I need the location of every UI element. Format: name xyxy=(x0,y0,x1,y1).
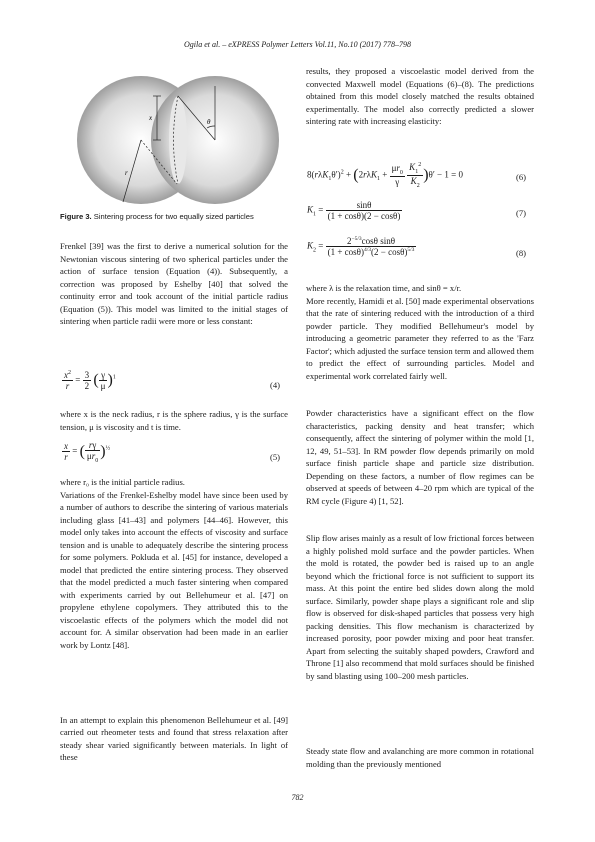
running-header: Ogila et al. – eXPRESS Polymer Letters Vol.11, No.10 (2017) 778–798 xyxy=(184,40,411,49)
equation-8: $K_2$ = $\frac{2^{-5/3}\cos\theta \sin\theta}{(1 + \cos\theta)^{4/3}(2 - \cos\theta)^{5/3}}$ xyxy=(307,236,415,257)
equation-4-number: (4) xyxy=(270,380,281,390)
particle-pair xyxy=(77,76,279,204)
figure-caption xyxy=(60,212,300,221)
equation-7: $K_1$ = $\frac{\sin\theta}{(1 + \cos\theta)(2 - \cos\theta)}$ xyxy=(307,200,401,221)
right-para-2: where λ is the relaxation time, and sinθ = x/r. xyxy=(306,283,462,293)
left-para-5: In an attempt to explain this phenomenon Bellehumeur et al. [49] carried out rheometer tests and found that stress relaxation after steady shear varied significantly between materials. In light of these xyxy=(60,714,288,762)
left-para-2: where x is the neck radius, r is the sphere radius, γ is the surface tension, μ is viscosity and t is time. xyxy=(60,409,288,432)
neck-x-label: x xyxy=(149,114,153,122)
page-number: 782 xyxy=(291,793,304,802)
figure-caption-text: Sintering process for two equally sized particles xyxy=(93,212,254,221)
equation-7-number: (7) xyxy=(516,208,527,218)
sintering-figure xyxy=(73,70,283,210)
right-para-5: Slip flow arises mainly as a result of low frictional forces between a highly polished mold surface and the powder particles. When the mold is rotated, the powder bed is raised up to an angle beyond which the frictional force is not sufficient to support its mass. At this point the entire bed slides down along the mold surface. Similarly, powder shape plays a significant role and slip flow is observed for disk-shaped particles that possess very high packing densities. This flow mechanism is characterized by increased porosity, poor powder mixing and poor heat transfer. Apart from selecting the suitably shaped powders, Crawford and Throne [1] also recommend that mold surfaces should be finished by sand blasting using 100–200 mesh particles. xyxy=(306,533,534,681)
equation-4: $\frac{x^2}{r}$ = $\frac{3}{2}$ ( $\frac{\gamma}{\mu}$ )$^1$ xyxy=(64,370,116,391)
equation-5: $\frac{x}{r}$ = ( $\frac{r\gamma}{\mu r_0}$ )$^{\frac{1}{2}}$ xyxy=(64,440,111,464)
right-para-4: Powder characteristics have a significant effect on the flow characteristics, packing density and heat transfer; which consequently, affect the sintering of polymer within the mold [1, 12, 49, 51–53]. In RM powder flow depends primarily on mold surface finish particle shape and particle size distribution. Depending on these factors, a number of flow regimes can be observed at speeds of between 4–20 rpm which are typical of the RM cycle (Figure 4) [1, 52]. xyxy=(306,408,534,506)
right-para-3: More recently, Hamidi et al. [50] made experimental observations that the rate of sintering reduced with the introduction of a third powder particle. They modified Bellehumeur's model by introducing a geometric parameter they referred to as the 'Farz Factor'; which adjusted the surface tension term and allowed them to predict the effect of surrounding particles. Model and experimental work correlated fairly well. xyxy=(306,295,534,381)
theta-label: θ xyxy=(207,118,211,126)
equation-5-number: (5) xyxy=(270,452,281,462)
equation-6-number: (6) xyxy=(516,172,527,182)
figure-label: Figure 3. xyxy=(60,212,92,221)
left-para-1: Frenkel [39] was the first to derive a numerical solution for the Newtonian viscous sintering of two spherical particles under the action of surface tension (Equation (4)). Subsequently, a correction was proposed by Eshelby [40] that solved the continuity error and took account of the initial particle radius (Equation (5)). This model was limited to the initial stages of sintering when particle radii were more or less constant: xyxy=(60,241,288,326)
equation-8-number: (8) xyxy=(516,248,527,258)
left-para-4: Variations of the Frenkel-Eshelby model have since been used by a number of authors to describe the sintering of various materials including glass [41–43] and polymers [44–46]. However, this model only takes into account the effects of viscosity and surface tension and is unable to adequately describe the sintering process for some polymers. Pokluda et al. [45] for instance, developed a model that predicted the entire sintering process. They observed that the model predicted a much faster sintering when compared with experiments carried by out Bellehumeur et al. [47] on propylene ethylene copolymers. They attributed this to the viscoelastic effects of the polymers which the model did not account for. A similar observation had been made in an earlier work by Lontz [48]. xyxy=(60,489,288,650)
radius-r-label: r xyxy=(125,169,128,177)
right-para-1: results, they proposed a viscoelastic model derived from the convected Maxwell model (Equations (6)–(8). The predictions obtained from this model closely matched the results obtained experimentally. The model also correctly predicted a slower sintering rate with increasing elasticity: xyxy=(306,66,534,126)
left-para-3: where r₀ is the initial particle radius. xyxy=(60,477,185,487)
right-para-6: Steady state flow and avalanching are more common in rotational molding than the previously mentioned xyxy=(306,746,534,769)
equation-6: $8(r\lambda K_1\theta')^2 + (2r\lambda K_1$ + $\frac{\mu r_0}{\gamma}$ $\frac{K_1^2}{K_2}$ )θ′ − 1 = 0 xyxy=(307,162,463,189)
